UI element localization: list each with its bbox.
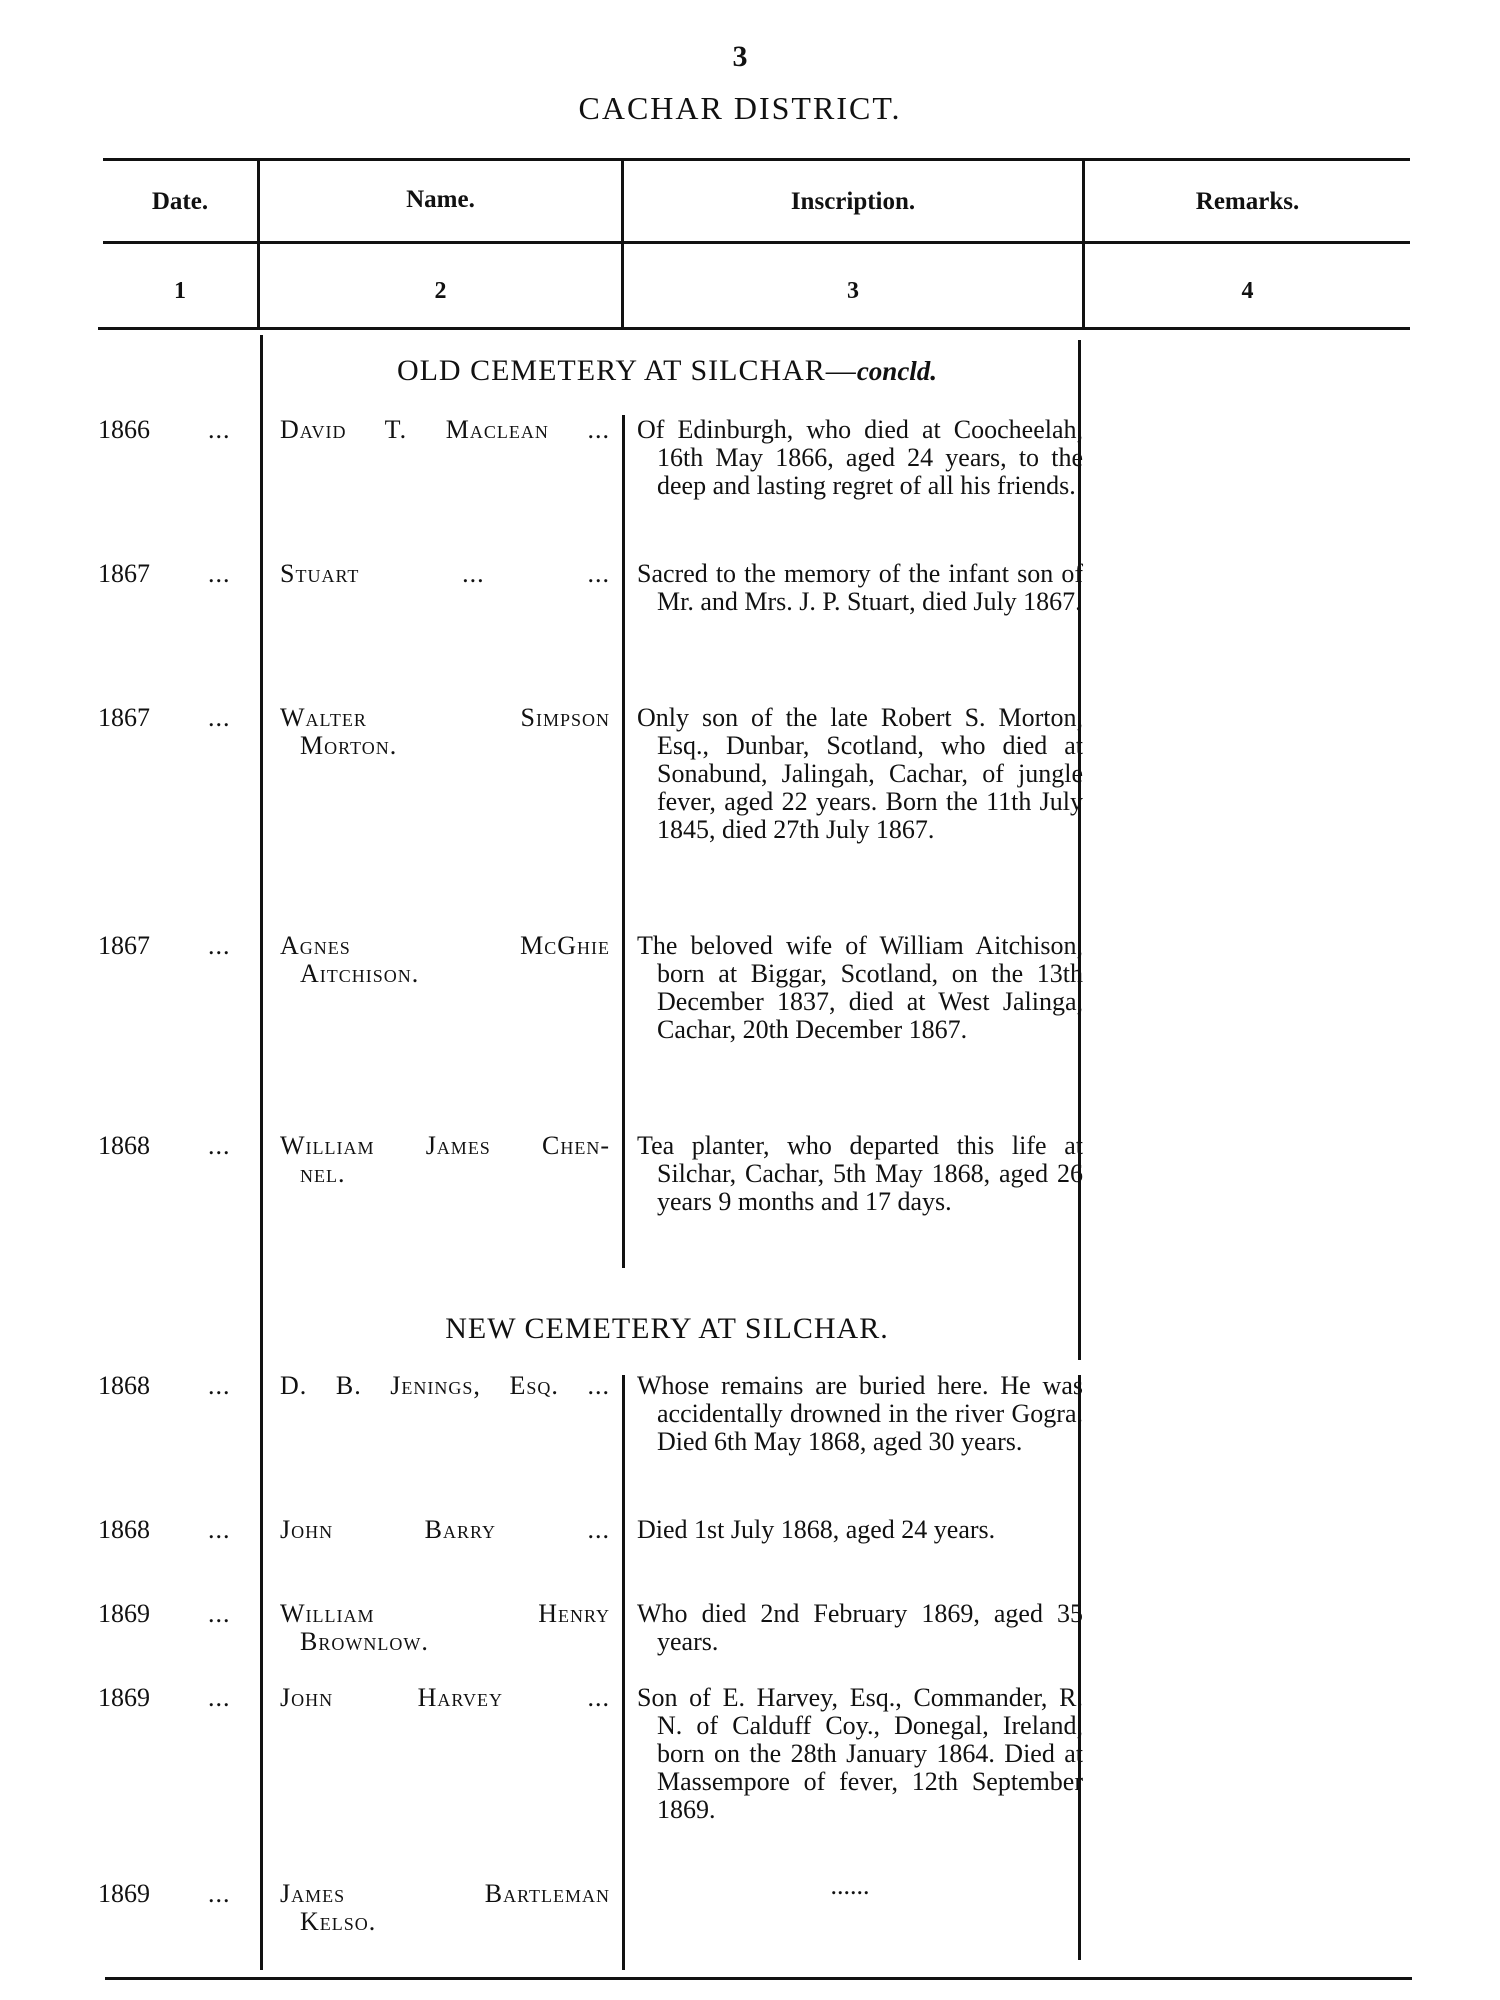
table-top-rule bbox=[103, 158, 1410, 161]
column-number: 1 bbox=[174, 278, 186, 304]
entry-inscription: The beloved wife of William Aitchison, born at Biggar, Scotland, on the 13th December 1837, died at West Jalinga, Cachar, 20th December 1867. bbox=[637, 931, 1083, 1044]
entry-name bbox=[280, 1372, 610, 1400]
entry-name-rest: Kelso. bbox=[300, 1907, 377, 1936]
entry-name bbox=[280, 1516, 610, 1544]
entry-name-lead: John Barry ... bbox=[280, 1515, 610, 1544]
entry-date: 1869 bbox=[98, 1683, 150, 1712]
entry-name-lead: Walter Simpson bbox=[280, 703, 610, 732]
page-title: CACHAR DISTRICT. bbox=[578, 90, 902, 126]
entry-inscription: Died 1st July 1868, aged 24 years. bbox=[637, 1515, 996, 1544]
inscription-column-rule bbox=[622, 1375, 625, 1970]
entry-dots: ... bbox=[208, 1599, 231, 1628]
entry-date: 1868 bbox=[98, 1131, 150, 1160]
entry-name bbox=[280, 1132, 610, 1188]
entry-name-rest: nel. bbox=[300, 1159, 346, 1188]
entry-name-lead: David T. Maclean ... bbox=[280, 415, 610, 444]
entry-name bbox=[280, 1600, 610, 1656]
section-heading-text: NEW CEMETERY AT SILCHAR. bbox=[445, 1312, 889, 1345]
name-column-rule bbox=[260, 335, 263, 1970]
section-heading bbox=[262, 354, 1072, 388]
entry-inscription: Only son of the late Robert S. Morton, Esq., Dunbar, Scotland, who died at Sonabund, Jalingah, Cachar, of jungle fever, aged 22 years. Born the 11th July 1845, died 27th July 1867. bbox=[637, 703, 1083, 844]
entry-date: 1868 bbox=[98, 1515, 150, 1544]
entry-dots: ... bbox=[208, 931, 231, 960]
entry-dots: ... bbox=[208, 1879, 231, 1908]
entry-name-lead: John Harvey ... bbox=[280, 1683, 610, 1712]
entry-dots: ... bbox=[208, 1371, 231, 1400]
column-number-rule bbox=[98, 327, 1410, 330]
entry-date: 1868 bbox=[98, 1371, 150, 1400]
entry-dots: ... bbox=[208, 415, 231, 444]
header-remarks: Remarks. bbox=[1195, 188, 1300, 215]
entry-name bbox=[280, 560, 610, 588]
header-inscription: Inscription. bbox=[790, 188, 916, 215]
entry-dots: ... bbox=[208, 559, 231, 588]
header-date: Date. bbox=[151, 188, 209, 215]
entry-name-lead: James Bartleman bbox=[280, 1879, 610, 1908]
entry-dots: ... bbox=[208, 703, 231, 732]
entry-inscription: Who died 2nd February 1869, aged 35 years. bbox=[637, 1599, 1083, 1656]
header-name: Name. bbox=[406, 186, 475, 213]
entry-date: 1867 bbox=[98, 559, 150, 588]
entry-dots: ... bbox=[208, 1515, 231, 1544]
entry-name-lead: William James Chen- bbox=[280, 1131, 610, 1160]
column-number: 4 bbox=[1241, 278, 1254, 304]
entry-name bbox=[280, 1880, 610, 1936]
entry-name-rest: Aitchison. bbox=[300, 959, 420, 988]
entry-name-lead: Agnes McGhie bbox=[280, 931, 610, 960]
entry-date: 1867 bbox=[98, 703, 150, 732]
page-number: 3 bbox=[732, 40, 748, 73]
entry-date: 1869 bbox=[98, 1879, 150, 1908]
entry-inscription: Son of E. Harvey, Esq., Commander, R. N. of Calduff Coy., Donegal, Ireland, born on the 28th January 1864. Died at Massempore of fever, 12th September 1869. bbox=[637, 1683, 1083, 1824]
entry-dots: ... bbox=[208, 1683, 231, 1712]
inscription-column-rule bbox=[622, 415, 625, 1268]
entry-inscription: ...... bbox=[830, 1871, 870, 1900]
entry-name bbox=[280, 1684, 610, 1712]
column-number: 3 bbox=[847, 278, 859, 304]
entry-inscription: Whose remains are buried here. He was accidentally drowned in the river Gogra. Died 6th May 1868, aged 30 years. bbox=[637, 1371, 1083, 1456]
table-bottom-rule bbox=[105, 1977, 1412, 1980]
entry-name bbox=[280, 704, 610, 760]
entry-date: 1866 bbox=[98, 415, 150, 444]
entry-name-lead: William Henry bbox=[280, 1599, 610, 1628]
entry-name-rest: Brownlow. bbox=[300, 1627, 429, 1656]
entry-name bbox=[280, 416, 610, 444]
entry-name bbox=[280, 932, 610, 988]
section-heading-suffix: concld. bbox=[856, 356, 938, 386]
entry-date: 1867 bbox=[98, 931, 150, 960]
entry-inscription: Sacred to the memory of the infant son of Mr. and Mrs. J. P. Stuart, died July 1867. bbox=[637, 559, 1083, 616]
entry-inscription: Tea planter, who departed this life at Silchar, Cachar, 5th May 1868, aged 26 years 9 months and 17 days. bbox=[637, 1131, 1083, 1216]
section-heading bbox=[262, 1312, 1072, 1346]
entry-dots: ... bbox=[208, 1131, 231, 1160]
section-heading-text: OLD CEMETERY AT SILCHAR— bbox=[396, 354, 857, 387]
remarks-column-rule bbox=[1078, 1375, 1081, 1960]
entry-inscription: Of Edinburgh, who died at Coocheelah, 16th May 1866, aged 24 years, to the deep and lasting regret of all his friends. bbox=[637, 415, 1083, 500]
header-bottom-rule bbox=[103, 241, 1410, 244]
column-number: 2 bbox=[434, 278, 447, 304]
entry-name-lead: D. B. Jenings, Esq. ... bbox=[280, 1371, 610, 1400]
entry-name-lead: Stuart ... ... bbox=[280, 559, 610, 588]
entry-name-rest: Morton. bbox=[300, 731, 398, 760]
entry-date: 1869 bbox=[98, 1599, 150, 1628]
